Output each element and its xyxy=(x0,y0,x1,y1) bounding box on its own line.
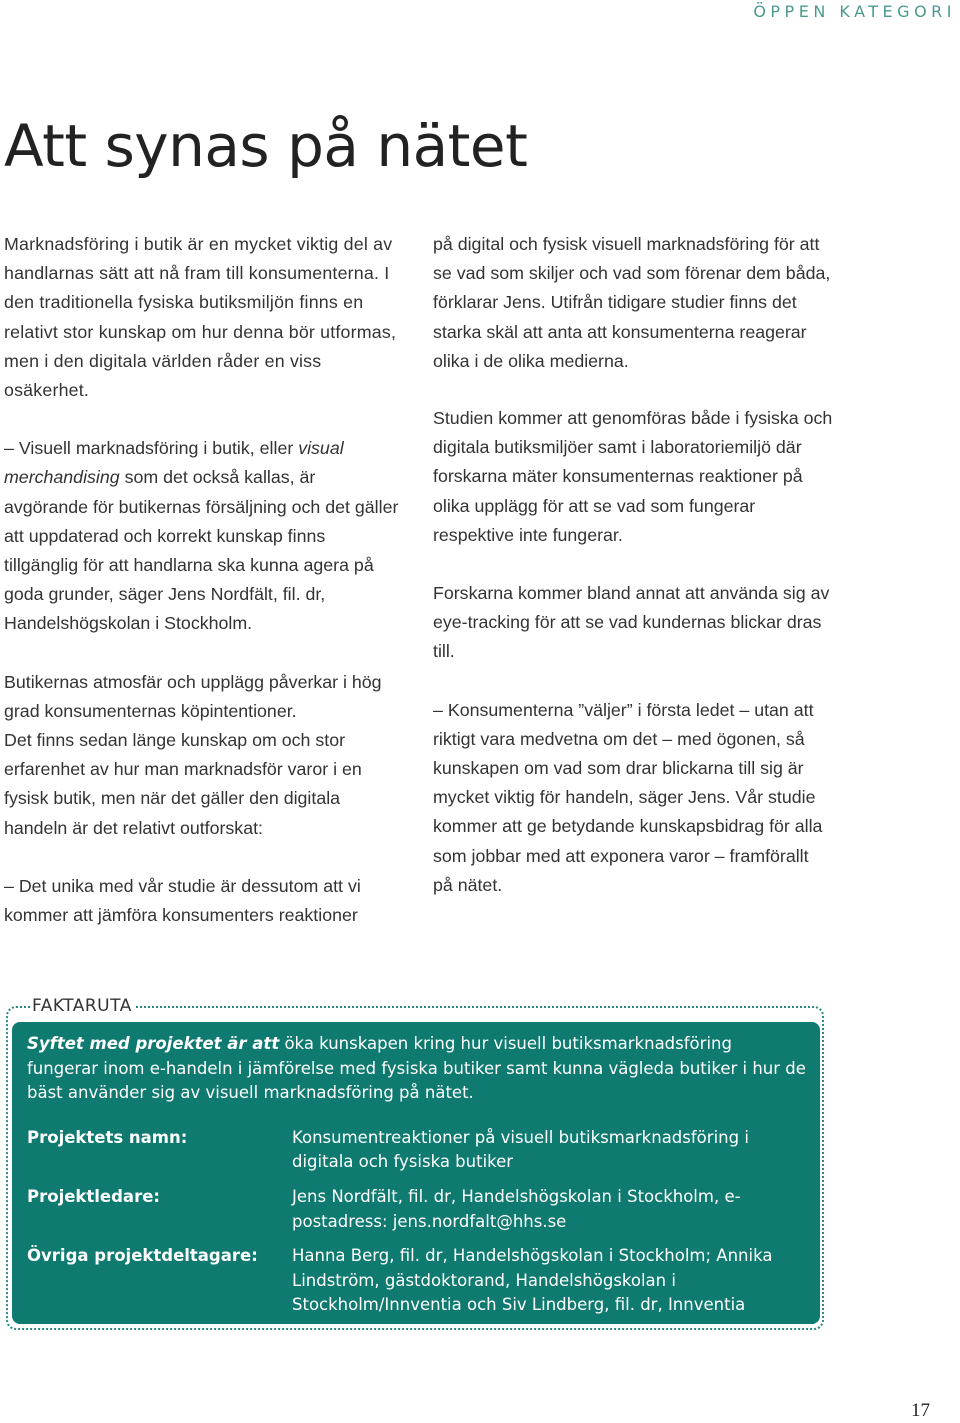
article-title: Att synas på nätet xyxy=(4,112,528,180)
factbox-value: Hanna Berg, fil. dr, Handelshögskolan i Stockholm; Annika Lindström, gästdoktorand, Handelshögskolan i Stockholm/Innventia och Siv Lindberg, fil. dr, Innventia xyxy=(292,1246,773,1315)
factbox-value: Konsumentreaktioner på visuell butiksmarknadsföring i digitala och fysiska butiker xyxy=(292,1127,749,1172)
article-lead: Marknadsföring i butik är en mycket viktig del av handlarnas sätt att nå fram till konsumenterna. I den traditionella fysiska butiksmiljön finns en relativt stor kunskap om hur denna bör utformas, men i den digitala världen råder en viss osäkerhet. xyxy=(4,234,397,401)
factbox-key: Projektledare: xyxy=(27,1186,160,1206)
paragraph-text: som det också kallas, är avgörande för butikernas försäljning och det gäller att uppdaterad och korrekt kunskap finns tillgänglig för att handlarna ska kunna agera på goda grunder, säger Jens Nordfält, fil. dr, Handelshögskolan i Stockholm. xyxy=(4,467,399,634)
left-column xyxy=(4,230,404,959)
factbox-label: FAKTARUTA xyxy=(32,996,132,1016)
paragraph: Butikernas atmosfär och upplägg påverkar i hög grad konsumenternas köpintentioner. xyxy=(4,671,382,721)
factbox-intro xyxy=(27,1032,806,1106)
factbox-row xyxy=(27,1244,806,1318)
factbox-intro-emphasis: Syftet med projektet är att xyxy=(27,1034,280,1053)
page-number: 17 xyxy=(911,1400,930,1421)
factbox-key: Övriga projektdeltagare: xyxy=(27,1246,258,1266)
factbox-row xyxy=(27,1185,806,1234)
factbox-intro-text: öka kunskapen kring hur visuell butiksmarknadsföring fungerar inom e-handeln i jämförelse med fysiska butiker samt kunna vägleda butiker i hur de bäst använder sig av visuell marknadsföring på nätet. xyxy=(27,1034,806,1103)
emphasis-text: visual merchandising xyxy=(4,438,344,488)
paragraph: Det finns sedan länge kunskap om och stor erfarenhet av hur man marknadsför varor i en fysisk butik, men när det gäller den digitala handeln är det relativt outforskat: xyxy=(4,730,362,838)
paragraph: Studien kommer att genomföras både i fysiska och digitala butiksmiljöer samt i laboratoriemiljö där forskarna mäter konsumenternas reaktioner på olika upplägg för att se vad som fungerar respektive inte fungerar. xyxy=(433,408,833,545)
right-column xyxy=(433,230,833,929)
paragraph: – Konsumenterna ”väljer” i första ledet – utan att riktigt vara medvetna om det – med ögonen, så kunskapen om vad som drar blickarna till sig är mycket viktig för handeln, säger Jens. Vår studie kommer att ge betydande kunskapsbidrag för alla som jobbar med att exponera varor – framförallt på nätet. xyxy=(433,699,823,895)
factbox xyxy=(12,1022,820,1324)
paragraph: Forskarna kommer bland annat att använda sig av eye-tracking för att se vad kundernas blickar dras till. xyxy=(433,583,830,662)
factbox-key: Projektets namn: xyxy=(27,1127,188,1147)
factbox-value: Jens Nordfält, fil. dr, Handelshögskolan i Stockholm, e-postadress: jens.nordfalt@hhs.se xyxy=(292,1186,741,1231)
factbox-row xyxy=(27,1126,806,1175)
paragraph-text: – Visuell marknadsföring i butik, eller xyxy=(4,438,299,459)
section-category: ÖPPEN KATEGORI xyxy=(753,2,956,21)
paragraph: – Det unika med vår studie är dessutom att vi kommer att jämföra konsumenters reaktioner xyxy=(4,875,361,926)
paragraph: på digital och fysisk visuell marknadsföring för att se vad som skiljer och vad som förenar dem båda, förklarar Jens. Utifrån tidigare studier finns det starka skäl att anta att konsumenterna reagerar olika i de olika medierna. xyxy=(433,234,831,371)
paragraph xyxy=(4,434,404,638)
